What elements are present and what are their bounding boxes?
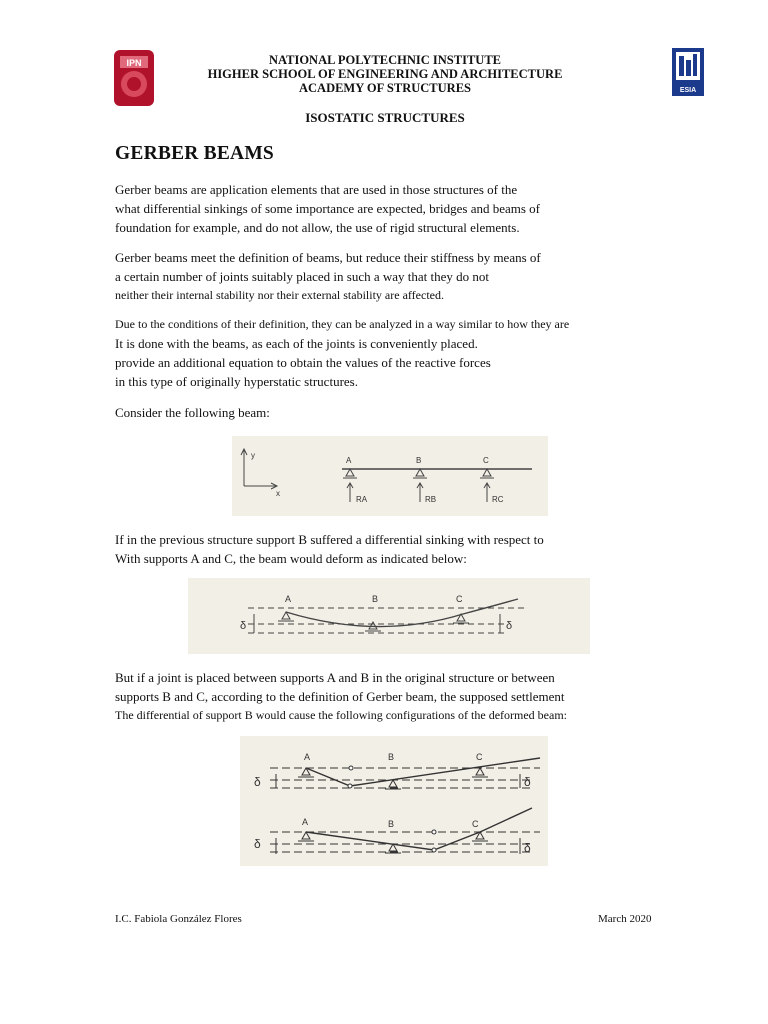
delta-left-label: δ bbox=[254, 775, 261, 789]
paragraph-1: Gerber beams are application elements that are used in those structures of the what differential sinkings of some importance are expected, bridges and beams of foundation for example, and do not allow, the use of rigid structural elements. bbox=[115, 182, 541, 235]
support-c-label: C bbox=[476, 752, 483, 762]
svg-text:IPN: IPN bbox=[126, 58, 142, 68]
support-c-label: C bbox=[456, 594, 463, 604]
institution-name: NATIONAL POLYTECHNIC INSTITUTE bbox=[268, 53, 501, 67]
paragraph-4: Consider the following beam: bbox=[115, 405, 270, 420]
footer-author: I.C. Fabiola González Flores bbox=[115, 913, 242, 925]
figure-deformed-continuous-beam bbox=[188, 578, 590, 654]
support-b-label: B bbox=[372, 594, 379, 604]
axis-y-label: y bbox=[251, 451, 255, 460]
axis-x-label: x bbox=[276, 489, 280, 498]
paragraph-2: Gerber beams meet the definition of beams, but reduce their stiffness by means of a certain number of joints suitably placed in such a way that they do not neither their internal stability nor their external stability are affected. bbox=[115, 250, 541, 302]
delta-left-label: δ bbox=[240, 620, 247, 632]
ipn-logo-icon bbox=[110, 48, 158, 108]
delta-right-label: δ bbox=[524, 775, 531, 789]
footer-date: March 2020 bbox=[598, 913, 652, 925]
delta-right-label: δ bbox=[506, 620, 513, 632]
subject-heading: ISOSTATIC STRUCTURES bbox=[305, 110, 465, 125]
figure-original-beam bbox=[232, 436, 548, 516]
figure-gerber-deformations bbox=[240, 736, 548, 866]
support-a-label: A bbox=[285, 594, 292, 604]
support-a-label: A bbox=[304, 752, 311, 762]
support-b-label: B bbox=[416, 456, 422, 465]
school-name: HIGHER SCHOOL OF ENGINEERING AND ARCHITECTURE bbox=[207, 67, 563, 81]
paragraph-5: If in the previous structure support B suffered a differential sinking with respect to With supports A and C, the beam would deform as indicated below: bbox=[115, 532, 544, 566]
reaction-b-label: RB bbox=[425, 495, 437, 504]
delta-left-label: δ bbox=[254, 837, 261, 851]
page-title: GERBER BEAMS bbox=[115, 143, 274, 164]
support-a-label: A bbox=[346, 456, 352, 465]
support-c-label: C bbox=[483, 456, 489, 465]
reaction-c-label: RC bbox=[492, 495, 504, 504]
academy-name: ACADEMY OF STRUCTURES bbox=[298, 81, 471, 95]
paragraph-3: Due to the conditions of their definition, they can be analyzed in a way similar to how they are It is done with the beams, as each of the joints is conveniently placed. provide an additional equation to obtain the values of the reactive forces in this type of originally hyperstatic structures. bbox=[115, 317, 570, 389]
support-b-label: B bbox=[388, 752, 395, 762]
support-c-label: C bbox=[472, 819, 479, 829]
reaction-a-label: RA bbox=[356, 495, 368, 504]
delta-right-label: δ bbox=[524, 841, 531, 855]
support-a-label: A bbox=[302, 817, 309, 827]
svg-text:ESIA: ESIA bbox=[679, 87, 697, 94]
esia-logo-icon bbox=[670, 46, 706, 98]
support-b-label: B bbox=[388, 819, 395, 829]
paragraph-6: But if a joint is placed between supports A and B in the original structure or between supports B and C, according to the definition of Gerber beam, the supposed settlement The differential of support B would cause the following configurations of the deformed beam: bbox=[115, 670, 567, 722]
